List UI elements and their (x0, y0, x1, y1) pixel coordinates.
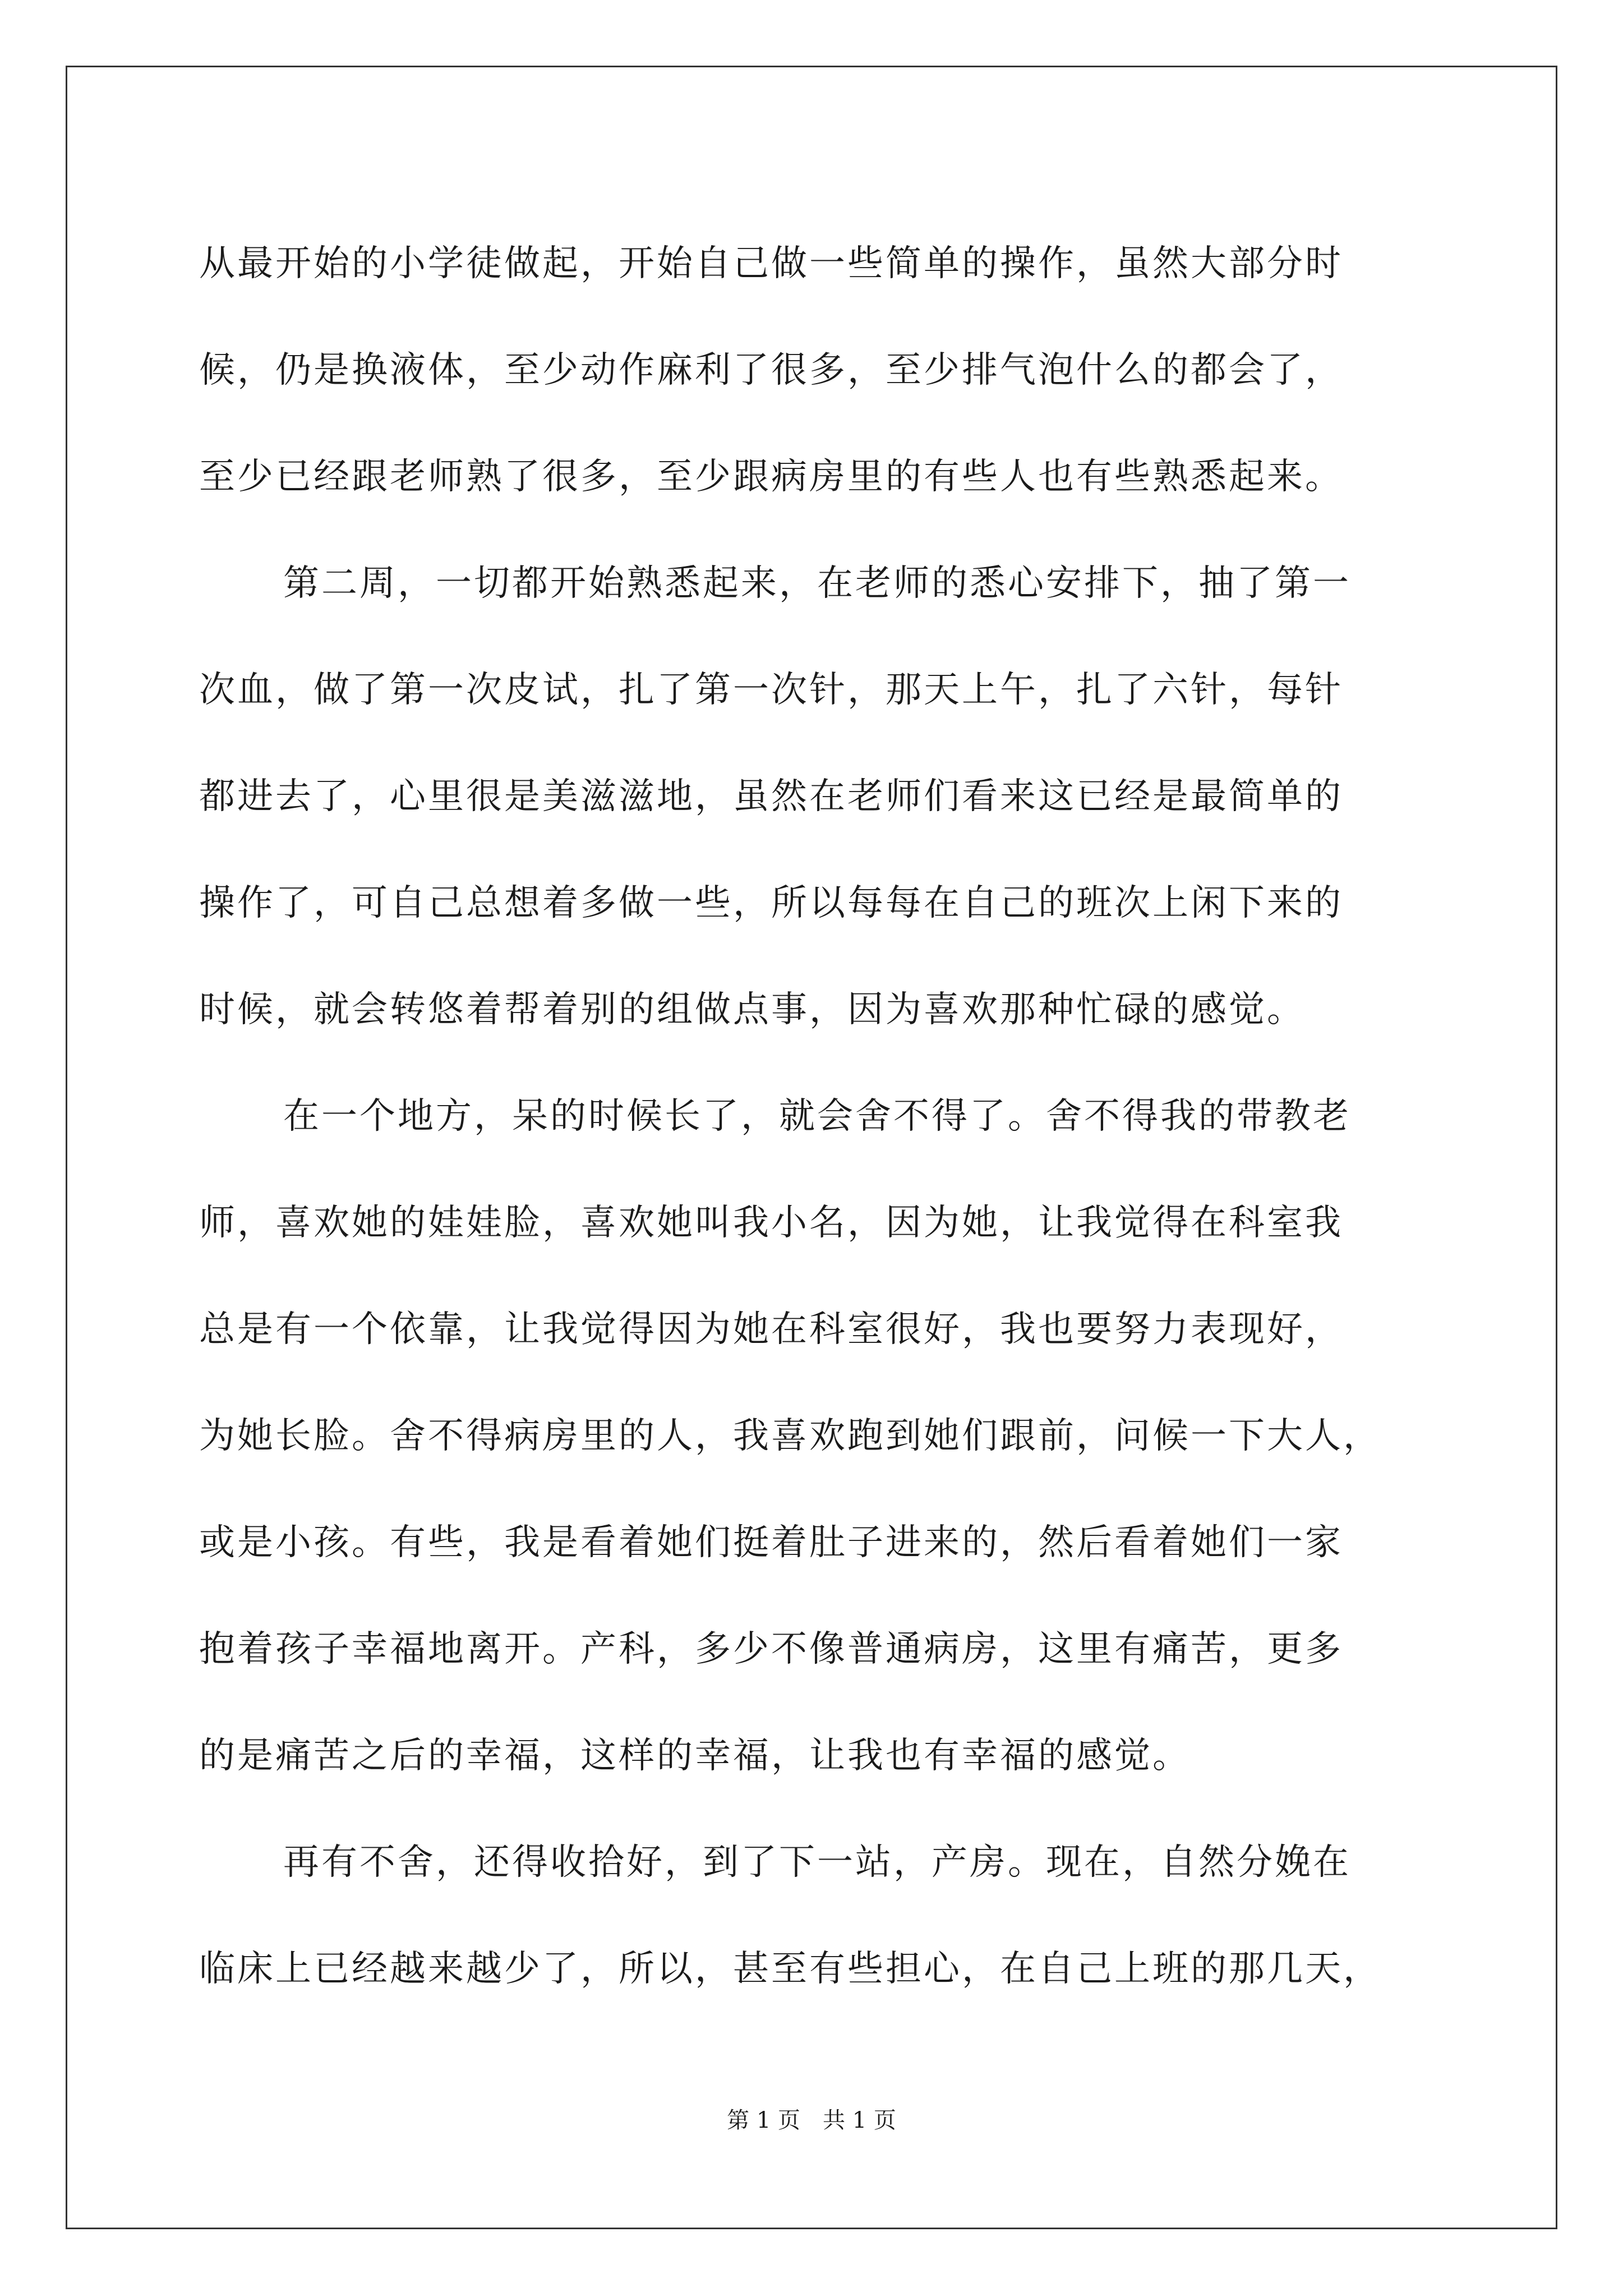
paragraph (199, 210, 1433, 530)
text-line: 时候，就会转悠着帮着别的组做点事，因为喜欢那种忙碌的感觉。 (199, 989, 1305, 1030)
text-line: 的是痛苦之后的幸福，这样的幸福，让我也有幸福的感觉。 (199, 1735, 1191, 1777)
text-line: 操作了，可自己总想着多做一些，所以每每在自己的班次上闲下来的 (199, 882, 1343, 924)
paragraph (199, 530, 1433, 1063)
text-line: 都进去了，心里很是美滋滋地，虽然在老师们看来这已经是最简单的 (199, 776, 1343, 817)
text-line: 至少已经跟老师熟了很多，至少跟病房里的有些人也有些熟悉起来。 (199, 456, 1343, 498)
text-line: 临床上已经越来越少了，所以，甚至有些担心，在自己上班的那几天， (199, 1948, 1381, 1990)
paragraph (199, 1809, 1433, 2022)
text-line: 第二周，一切都开始熟悉起来，在老师的悉心安排下，抽了第一 (283, 563, 1351, 604)
text-line: 从最开始的小学徒做起，开始自己做一些简单的操作，虽然大部分时 (199, 243, 1343, 284)
text-line: 再有不舍，还得收拾好，到了下一站，产房。现在，自然分娩在 (283, 1842, 1351, 1883)
text-line: 次血，做了第一次皮试，扎了第一次针，那天上午，扎了六针，每针 (199, 669, 1343, 711)
text-line: 师，喜欢她的娃娃脸，喜欢她叫我小名，因为她，让我觉得在科室我 (199, 1202, 1343, 1244)
document-body (199, 210, 1433, 2022)
text-line: 抱着孩子幸福地离开。产科，多少不像普通病房，这里有痛苦，更多 (199, 1628, 1343, 1670)
text-line: 总是有一个依靠，让我觉得因为她在科室很好，我也要努力表现好， (199, 1309, 1343, 1350)
text-line: 候，仍是换液体，至少动作麻利了很多，至少排气泡什么的都会了， (199, 349, 1343, 391)
text-line: 在一个地方，呆的时候长了，就会舍不得了。舍不得我的带教老 (283, 1096, 1351, 1137)
paragraph (199, 1063, 1433, 1809)
page-number-footer: 第 1 页 共 1 页 (727, 2108, 896, 2133)
text-line: 为她长脸。舍不得病房里的人，我喜欢跑到她们跟前，问候一下大人， (199, 1415, 1381, 1457)
text-line: 或是小孩。有些，我是看着她们挺着肚子进来的，然后看着她们一家 (199, 1522, 1343, 1563)
